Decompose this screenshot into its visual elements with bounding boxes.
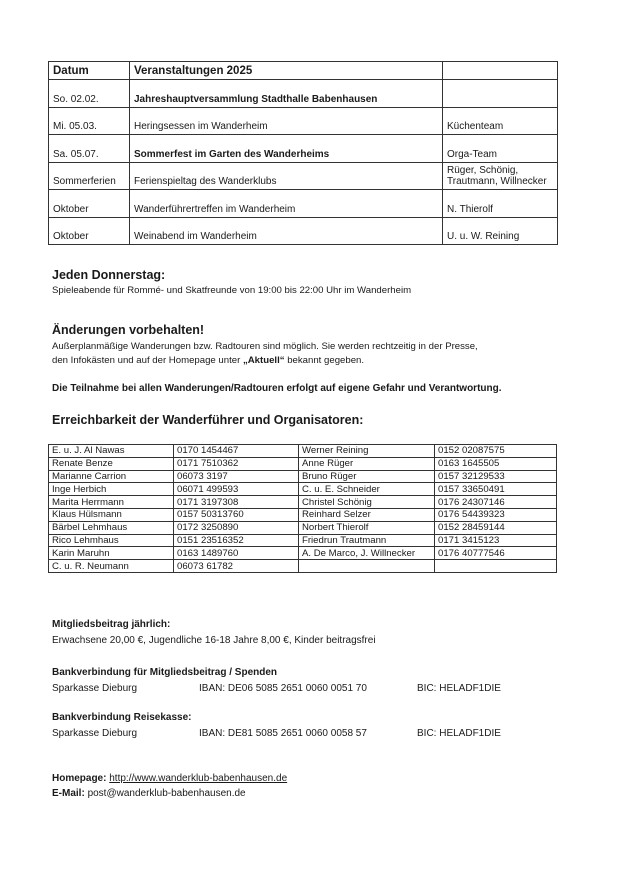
event-row	[49, 217, 558, 245]
contact-name: Werner Reining	[299, 445, 435, 458]
contact-row	[49, 483, 557, 496]
contact-name: Klaus Hülsmann	[49, 508, 174, 521]
aenderungen-line2-pre: den Infokästen und auf der Homepage unter	[52, 355, 243, 366]
contact-name: Renate Benze	[49, 457, 174, 470]
contact-name: Marianne Carrion	[49, 470, 174, 483]
bank1-title: Bankverbindung für Mitgliedsbeitrag / Spenden	[52, 667, 278, 678]
contact-row	[49, 560, 557, 573]
event-name: Heringsessen im Wanderheim	[130, 107, 443, 135]
contact-phone: 0176 40777546	[435, 547, 557, 560]
contact-phone: 0157 33650491	[435, 483, 557, 496]
contacts-title: Erreichbarkeit der Wanderführer und Organisatoren:	[52, 413, 364, 427]
event-name: Weinabend im Wanderheim	[130, 217, 443, 245]
contact-name: Rico Lehmhaus	[49, 534, 174, 547]
aenderungen-title: Änderungen vorbehalten!	[52, 323, 205, 337]
contact-name: Reinhard Selzer	[299, 508, 435, 521]
contact-phone: 0171 7510362	[174, 457, 299, 470]
event-date: So. 02.02.	[49, 80, 130, 108]
contact-name: Bärbel Lehmhaus	[49, 521, 174, 534]
event-organizer: N. Thierolf	[443, 190, 558, 218]
contacts-table	[48, 444, 557, 573]
events-body	[49, 80, 558, 245]
contact-row	[49, 470, 557, 483]
email-address[interactable]: post@wanderklub-babenhausen.de	[87, 788, 246, 799]
contact-row	[49, 521, 557, 534]
email-label: E-Mail:	[52, 788, 85, 799]
event-row	[49, 80, 558, 108]
event-name: Jahreshauptversammlung Stadthalle Babenhausen	[130, 80, 443, 108]
event-date: Oktober	[49, 217, 130, 245]
donnerstag-text: Spieleabende für Rommé- und Skatfreunde von 19:00 bis 22:00 Uhr im Wanderheim	[52, 285, 412, 296]
contact-phone: 0157 50313760	[174, 508, 299, 521]
contact-name: Norbert Thierolf	[299, 521, 435, 534]
event-organizer: Orga-Team	[443, 135, 558, 163]
homepage-link[interactable]: http://www.wanderklub-babenhausen.de	[109, 773, 288, 784]
disclaimer: Die Teilnahme bei allen Wanderungen/Radtouren erfolgt auf eigene Gefahr und Verantwortung.	[52, 383, 502, 394]
event-date: Mi. 05.03.	[49, 107, 130, 135]
contact-name: Anne Rüger	[299, 457, 435, 470]
contact-phone: 0151 23516352	[174, 534, 299, 547]
contact-phone: 0163 1645505	[435, 457, 557, 470]
contact-name: Christel Schönig	[299, 496, 435, 509]
event-row	[49, 162, 558, 190]
contact-name	[299, 560, 435, 573]
aenderungen-line2	[52, 354, 364, 367]
contact-name: A. De Marco, J. Willnecker	[299, 547, 435, 560]
event-date: Oktober	[49, 190, 130, 218]
contact-phone	[435, 560, 557, 573]
contact-phone: 0157 32129533	[435, 470, 557, 483]
donnerstag-title: Jeden Donnerstag:	[52, 268, 166, 282]
contact-name: Inge Herbich	[49, 483, 174, 496]
event-row	[49, 107, 558, 135]
contact-name: Marita Herrmann	[49, 496, 174, 509]
contact-phone: 0152 02087575	[435, 445, 557, 458]
contact-row	[49, 445, 557, 458]
contact-name: Karin Maruhn	[49, 547, 174, 560]
contact-phone: 0163 1489760	[174, 547, 299, 560]
events-table	[48, 61, 558, 245]
event-date: Sommerferien	[49, 162, 130, 190]
event-organizer	[443, 80, 558, 108]
contact-phone: 0172 3250890	[174, 521, 299, 534]
header-veranstaltungen: Veranstaltungen 2025	[130, 62, 443, 80]
contact-name: C. u. R. Neumann	[49, 560, 174, 573]
contact-phone: 0176 54439323	[435, 508, 557, 521]
event-row	[49, 190, 558, 218]
event-organizer: Rüger, Schönig, Trautmann, Willnecker	[443, 162, 558, 190]
bank1-name: Sparkasse Dieburg	[52, 683, 138, 694]
event-name: Sommerfest im Garten des Wanderheims	[130, 135, 443, 163]
contact-row	[49, 547, 557, 560]
contact-phone: 0152 28459144	[435, 521, 557, 534]
contact-phone: 0170 1454467	[174, 445, 299, 458]
event-date: Sa. 05.07.	[49, 135, 130, 163]
event-organizer: U. u. W. Reining	[443, 217, 558, 245]
bank2-title: Bankverbindung Reisekasse:	[52, 712, 192, 723]
event-name: Ferienspieltag des Wanderklubs	[130, 162, 443, 190]
contact-name: Friedrun Trautmann	[299, 534, 435, 547]
contact-name: Bruno Rüger	[299, 470, 435, 483]
contact-phone: 0171 3415123	[435, 534, 557, 547]
event-organizer: Küchenteam	[443, 107, 558, 135]
bank1-bic: BIC: HELADF1DIE	[417, 683, 501, 694]
contact-phone: 0176 24307146	[435, 496, 557, 509]
events-header-row	[49, 62, 558, 80]
header-datum: Datum	[49, 62, 130, 80]
contacts-body	[49, 445, 557, 573]
bank2-iban: IBAN: DE81 5085 2651 0060 0058 57	[199, 728, 367, 739]
contact-row	[49, 534, 557, 547]
homepage-label: Homepage:	[52, 773, 107, 784]
contact-name: C. u. E. Schneider	[299, 483, 435, 496]
event-name: Wanderführertreffen im Wanderheim	[130, 190, 443, 218]
contact-row	[49, 508, 557, 521]
bank2-name: Sparkasse Dieburg	[52, 728, 138, 739]
contact-row	[49, 457, 557, 470]
event-row	[49, 135, 558, 163]
contact-phone: 0171 3197308	[174, 496, 299, 509]
aenderungen-line2-post: bekannt gegeben.	[284, 355, 365, 366]
bank1-iban: IBAN: DE06 5085 2651 0060 0051 70	[199, 683, 367, 694]
contact-phone: 06071 499593	[174, 483, 299, 496]
aenderungen-aktuell: „Aktuell“	[242, 355, 285, 366]
contact-phone: 06073 3197	[174, 470, 299, 483]
beitrag-title: Mitgliedsbeitrag jährlich:	[52, 619, 171, 630]
contact-row	[49, 496, 557, 509]
homepage-line	[52, 773, 287, 784]
beitrag-text: Erwachsene 20,00 €, Jugendliche 16-18 Jahre 8,00 €, Kinder beitragsfrei	[52, 635, 376, 646]
aenderungen-line1: Außerplanmäßige Wanderungen bzw. Radtouren sind möglich. Sie werden rechtzeitig in der Presse,	[52, 341, 478, 352]
bank2-bic: BIC: HELADF1DIE	[417, 728, 501, 739]
email-line	[52, 788, 246, 799]
contact-phone: 06073 61782	[174, 560, 299, 573]
header-verantwortlich	[443, 62, 558, 80]
contact-name: E. u. J. Al Nawas	[49, 445, 174, 458]
